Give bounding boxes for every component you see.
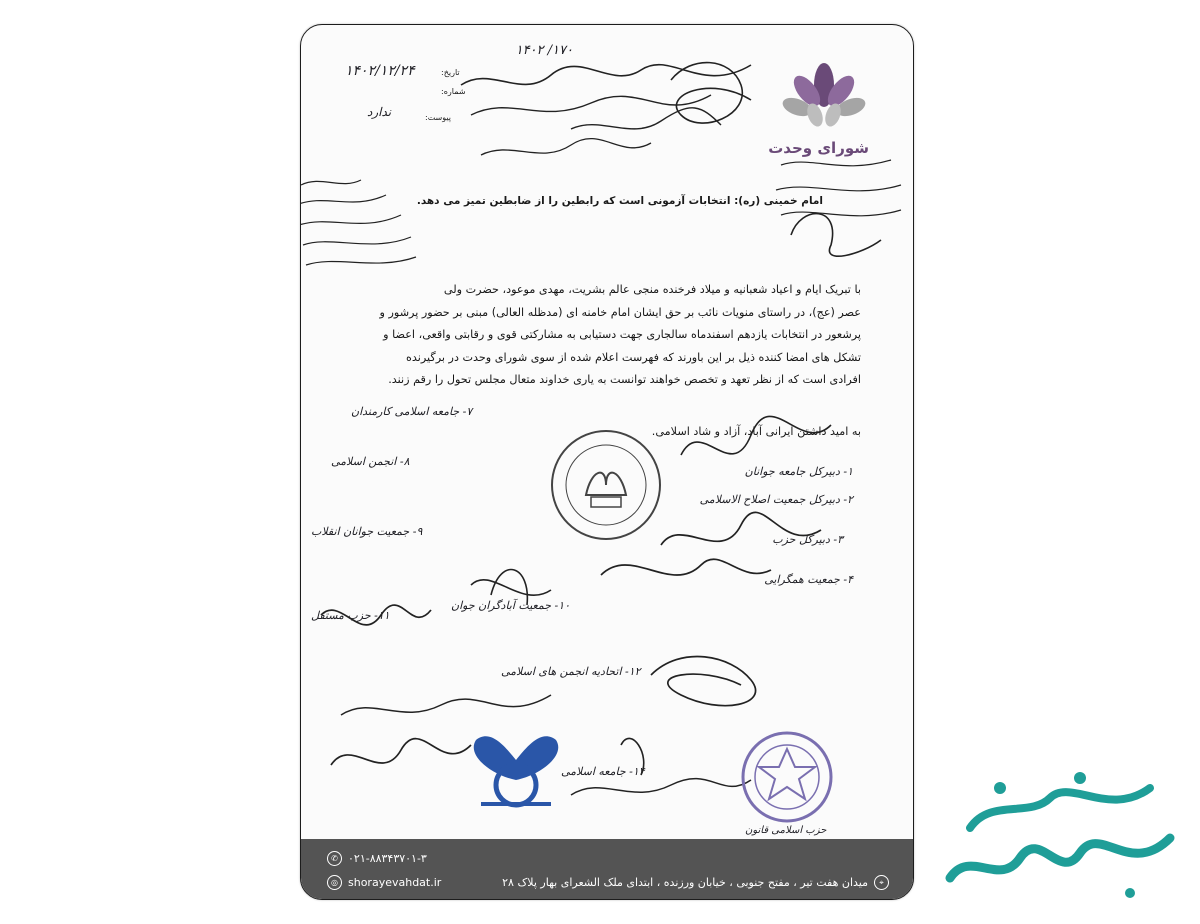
phone-icon: ✆ xyxy=(327,851,342,866)
council-logo xyxy=(779,55,869,143)
attachment-label: پیوست: xyxy=(425,113,452,122)
blue-party-stamp xyxy=(461,730,571,810)
signatory-7: ۷- جامعه اسلامی کارمندان xyxy=(351,405,473,418)
attachment-value: ندارد xyxy=(367,105,392,119)
imam-quote: امام خمینی (ره): انتخابات آزمونی است که رابطین را از ضابطین تمیز می دهد. xyxy=(416,195,823,207)
signatory-14: ۱۴- جامعه اسلامی xyxy=(561,765,645,778)
signatory-12: ۱۲- اتحادیه انجمن های اسلامی xyxy=(501,665,641,678)
youth-association-stamp xyxy=(546,425,666,545)
letter-page xyxy=(300,24,914,900)
footer-phone-text: ۰۲۱-۸۸۳۴۳۷۰۱-۳ xyxy=(348,852,427,865)
signatory-2: ۲- دبیرکل جمعیت اصلاح الاسلامی xyxy=(699,493,853,506)
left-margin-annotation xyxy=(300,145,431,295)
body-line: افرادی است که از نظر تعهد و تخصص خواهند توانست به یاری خداوند متعال مجلس تحول را رقم زنند. xyxy=(388,373,861,387)
closing-line: به امید داشتن ایرانی آباد، آزاد و شاد اسلامی. xyxy=(651,425,861,438)
right-margin-annotation xyxy=(771,145,911,275)
signatory-10: ۱۰- جمعیت آبادگران جوان xyxy=(451,599,571,612)
footer-address-text: میدان هفت تیر ، مفتح جنوبی ، خیابان ورزنده ، ابتدای ملک الشعرای بهار پلاک ۲۸ xyxy=(502,876,868,889)
islamic-law-party-stamp xyxy=(737,727,837,827)
footer-phone xyxy=(327,851,427,866)
letter-body xyxy=(351,279,861,392)
header-handwriting xyxy=(451,45,771,175)
letter-footer xyxy=(301,839,913,899)
signatory-1: ۱- دبیرکل جامعه جوانان xyxy=(744,465,853,478)
location-pin-icon: ⌖ xyxy=(874,875,889,890)
body-line: تشکل های امضا کننده ذیل بر این باورند که فهرست اعلام شده از سوی شورای وحدت در برگیرنده xyxy=(405,350,861,364)
signatory-9: ۹- جمعیت جوانان انقلاب xyxy=(311,525,423,538)
watermark-logo xyxy=(930,758,1192,906)
footer-website-text: shorayevahdat.ir xyxy=(348,876,442,889)
body-line: پرشعور در انتخابات یازدهم اسفندماه سالجاری جهت دستیابی به مشارکتی قوی و رقابتی واقعی، اعضا و xyxy=(383,328,861,342)
letter-date-handwritten: ۱۴۰۲/۱۲/۲۴ xyxy=(345,63,415,79)
signatory-8: ۸- انجمن اسلامی xyxy=(331,455,410,468)
signatory-4: ۴- جمعیت همگرایی xyxy=(764,573,853,586)
letter-number-handwritten: ۱۷۰/ ۱۴۰۲ xyxy=(515,43,573,58)
instagram-icon: ◎ xyxy=(327,875,342,890)
body-line: عصر (عج)، در راستای منویات نائب بر حق ایشان امام خامنه ای (مدظله العالی) مبنی بر حضور پرشور و xyxy=(379,305,861,319)
date-label: تاریخ: xyxy=(441,68,460,77)
letter-number-label: شماره: xyxy=(441,87,466,96)
signatory-11: ۱۱- حزب مستقل xyxy=(311,609,390,622)
islamic-law-party-caption: حزب اسلامی قانون xyxy=(745,825,827,836)
signatory-3: ۳- دبیرکل حزب xyxy=(772,533,843,546)
flower-logo-icon xyxy=(779,55,869,139)
footer-website xyxy=(327,875,441,890)
footer-address xyxy=(502,875,889,890)
logo-caption: شورای وحدت xyxy=(768,139,869,157)
body-line: با تبریک ایام و اعیاد شعبانیه و میلاد فرخنده منجی عالم بشریت، مهدی موعود، حضرت ولی xyxy=(443,283,861,296)
